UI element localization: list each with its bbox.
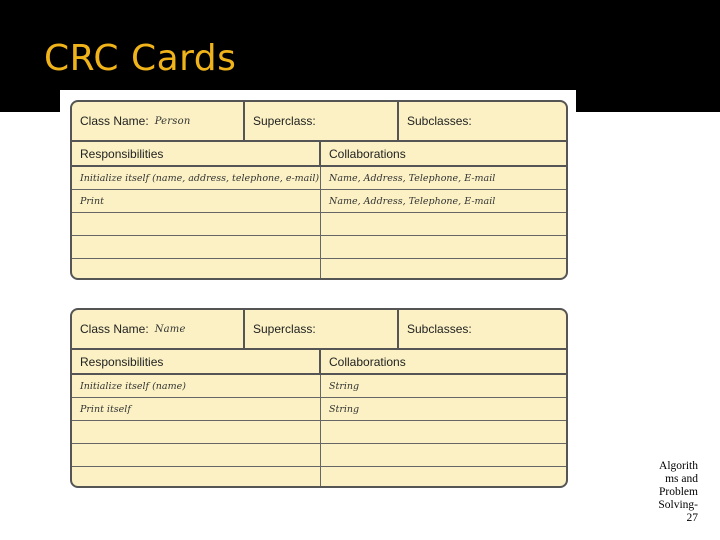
- responsibility-cell: [72, 213, 321, 235]
- table-row: [72, 259, 566, 280]
- superclass-label: Superclass:: [253, 322, 316, 336]
- table-row: [72, 190, 566, 213]
- table-row: [72, 398, 566, 421]
- responsibility-cell: [72, 444, 321, 466]
- superclass-cell: [245, 102, 399, 140]
- card-header-row: [72, 310, 566, 350]
- footer-note: [640, 460, 698, 525]
- collaborations-label: Collaborations: [329, 146, 406, 161]
- slide-title: CRC Cards: [44, 38, 237, 79]
- subclasses-cell: [399, 310, 566, 348]
- class-name-label: Class Name:: [80, 114, 149, 128]
- subclasses-cell: [399, 102, 566, 140]
- card-header-row: [72, 102, 566, 142]
- superclass-label: Superclass:: [253, 114, 316, 128]
- subclasses-label: Subclasses:: [407, 322, 472, 336]
- table-row: [72, 167, 566, 190]
- table-row: [72, 421, 566, 444]
- collaboration-cell: [321, 421, 566, 443]
- collaboration-cell: [321, 259, 566, 280]
- responsibility-cell: [72, 421, 321, 443]
- responsibility-cell: [72, 236, 321, 258]
- footer-line: ms and: [665, 473, 698, 485]
- class-name-value: Person: [154, 115, 191, 127]
- footer-line: 27: [686, 512, 698, 524]
- column-label-row: [72, 350, 566, 375]
- footer-line: Problem: [659, 486, 698, 498]
- table-row: [72, 213, 566, 236]
- responsibility-cell: Print: [72, 190, 321, 212]
- collaboration-cell: [321, 236, 566, 258]
- collaboration-cell: [321, 213, 566, 235]
- crc-card-person: [70, 100, 568, 280]
- collaboration-cell: Name, Address, Telephone, E-mail: [329, 172, 496, 184]
- collaboration-cell: [321, 467, 566, 488]
- collaboration-cell: [321, 444, 566, 466]
- table-row: [72, 375, 566, 398]
- subclasses-label: Subclasses:: [407, 114, 472, 128]
- collaboration-cell: String: [329, 403, 360, 415]
- collaboration-cell: String: [329, 380, 360, 392]
- table-row: [72, 236, 566, 259]
- table-row: [72, 444, 566, 467]
- class-name-label: Class Name:: [80, 322, 149, 336]
- column-label-row: [72, 142, 566, 167]
- superclass-cell: [245, 310, 399, 348]
- responsibility-cell: Initialize itself (name, address, telephone, e-mail): [72, 167, 321, 189]
- responsibility-cell: Print itself: [72, 398, 321, 420]
- class-name-value: Name: [154, 323, 186, 335]
- responsibilities-label: Responsibilities: [72, 142, 321, 165]
- collaborations-label: Collaborations: [329, 354, 406, 369]
- class-name-cell: [72, 310, 245, 348]
- responsibility-cell: [72, 259, 321, 280]
- responsibility-cell: [72, 467, 321, 488]
- table-row: [72, 467, 566, 488]
- responsibility-cell: Initialize itself (name): [72, 375, 321, 397]
- responsibilities-label: Responsibilities: [72, 350, 321, 373]
- footer-line: Algorith: [659, 460, 698, 472]
- class-name-cell: [72, 102, 245, 140]
- collaboration-cell: Name, Address, Telephone, E-mail: [329, 195, 496, 207]
- footer-line: Solving-: [658, 499, 698, 511]
- crc-card-name: [70, 308, 568, 488]
